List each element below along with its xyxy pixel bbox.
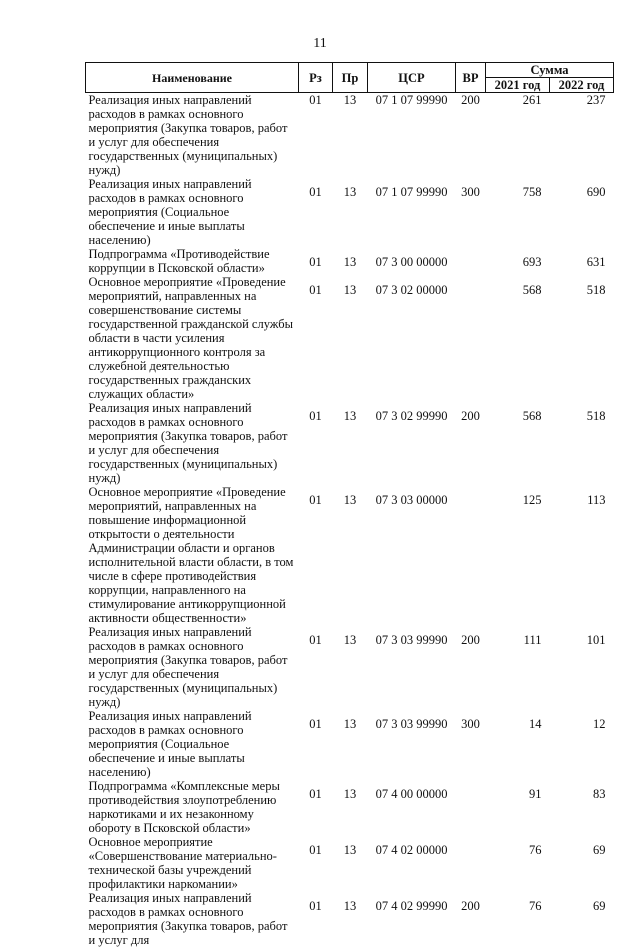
row-name: Подпрограмма «Противодействие коррупции в Псковской области» bbox=[88, 247, 270, 275]
row-csr: 07 3 03 99990 bbox=[375, 717, 448, 731]
row-sum-2021: 693 bbox=[522, 255, 542, 269]
row-pr: 13 bbox=[343, 493, 357, 507]
row-vr: 200 bbox=[461, 633, 480, 647]
row-name: Реализация иных направлений расходов в рамках основного мероприятия (Закупка товаров, работ и услуг для bbox=[88, 891, 288, 947]
row-pr: 13 bbox=[343, 843, 357, 857]
row-vr: 200 bbox=[461, 93, 480, 107]
row-csr: 07 3 02 99990 bbox=[375, 409, 448, 423]
table-row bbox=[86, 177, 614, 247]
header-year-2021: 2021 год bbox=[486, 78, 550, 93]
row-sum-2022: 69 bbox=[593, 843, 606, 857]
row-sum-2022: 113 bbox=[587, 493, 606, 507]
row-name: Основное мероприятие «Проведение мероприятий, направленных на совершенствование системы государственной гражданской службы области в части усиления антикоррупционного контроля за служебной деятельностью государственных гражданских служащих области» bbox=[88, 275, 294, 401]
row-rz: 01 bbox=[309, 283, 322, 297]
row-sum-2022: 690 bbox=[586, 185, 606, 199]
table-row bbox=[86, 709, 614, 779]
row-csr: 07 4 02 99990 bbox=[375, 899, 448, 913]
row-vr bbox=[456, 485, 486, 625]
row-sum-2022: 631 bbox=[586, 255, 606, 269]
table-row bbox=[86, 275, 614, 401]
row-sum-2022: 83 bbox=[593, 787, 606, 801]
row-name: Реализация иных направлений расходов в рамках основного мероприятия (Закупка товаров, работ и услуг для обеспечения государственных (муниципальных) нужд) bbox=[88, 625, 288, 709]
row-csr: 07 3 03 99990 bbox=[375, 633, 448, 647]
row-sum-2022: 101 bbox=[586, 633, 606, 647]
row-name: Реализация иных направлений расходов в рамках основного мероприятия (Закупка товаров, работ и услуг для обеспечения государственных (муниципальных) нужд) bbox=[88, 93, 288, 177]
row-name: Основное мероприятие «Совершенствование материально-технической базы учреждений профилактики наркомании» bbox=[88, 835, 277, 891]
row-sum-2021: 76 bbox=[529, 843, 542, 857]
row-pr: 13 bbox=[343, 185, 357, 199]
row-csr: 07 3 03 00000 bbox=[375, 493, 448, 507]
budget-table bbox=[85, 62, 614, 947]
row-rz: 01 bbox=[309, 409, 322, 423]
row-rz: 01 bbox=[309, 93, 322, 107]
row-rz: 01 bbox=[309, 717, 322, 731]
row-vr bbox=[456, 247, 486, 275]
row-csr: 07 1 07 99990 bbox=[375, 185, 448, 199]
row-sum-2021: 758 bbox=[522, 185, 542, 199]
row-rz: 01 bbox=[309, 899, 322, 913]
row-name: Реализация иных направлений расходов в рамках основного мероприятия (Социальное обеспечение и иные выплаты населению) bbox=[88, 177, 252, 247]
table-row bbox=[86, 891, 614, 947]
row-pr: 13 bbox=[343, 633, 357, 647]
row-pr: 13 bbox=[343, 283, 357, 297]
row-sum-2022: 69 bbox=[593, 899, 606, 913]
header-name: Наименование bbox=[86, 63, 299, 93]
row-rz: 01 bbox=[309, 185, 322, 199]
row-name: Реализация иных направлений расходов в рамках основного мероприятия (Социальное обеспечение и иные выплаты населению) bbox=[88, 709, 252, 779]
row-vr: 200 bbox=[461, 899, 480, 913]
row-sum-2021: 568 bbox=[522, 409, 542, 423]
row-csr: 07 1 07 99990 bbox=[375, 93, 448, 107]
row-vr: 300 bbox=[461, 717, 480, 731]
row-sum-2022: 12 bbox=[593, 717, 606, 731]
row-sum-2022: 518 bbox=[586, 283, 606, 297]
row-sum-2022: 518 bbox=[586, 409, 606, 423]
header-rz: Рз bbox=[299, 63, 333, 93]
row-csr: 07 4 00 00000 bbox=[375, 787, 448, 801]
row-vr bbox=[456, 835, 486, 891]
row-vr bbox=[456, 779, 486, 835]
row-vr: 300 bbox=[461, 185, 480, 199]
row-sum-2021: 111 bbox=[523, 633, 542, 647]
row-name: Реализация иных направлений расходов в рамках основного мероприятия (Закупка товаров, работ и услуг для обеспечения государственных (муниципальных) нужд) bbox=[88, 401, 288, 485]
header-vr: ВР bbox=[456, 63, 486, 93]
row-sum-2021: 568 bbox=[522, 283, 542, 297]
row-rz: 01 bbox=[309, 255, 322, 269]
table-row bbox=[86, 401, 614, 485]
row-pr: 13 bbox=[343, 93, 357, 107]
row-csr: 07 3 00 00000 bbox=[375, 255, 448, 269]
row-sum-2022: 237 bbox=[586, 93, 606, 107]
row-csr: 07 3 02 00000 bbox=[375, 283, 448, 297]
row-csr: 07 4 02 00000 bbox=[375, 843, 448, 857]
table-row bbox=[86, 779, 614, 835]
row-pr: 13 bbox=[343, 787, 357, 801]
header-pr: Пр bbox=[333, 63, 368, 93]
row-sum-2021: 14 bbox=[529, 717, 542, 731]
row-sum-2021: 91 bbox=[529, 787, 542, 801]
row-rz: 01 bbox=[309, 493, 322, 507]
row-rz: 01 bbox=[309, 633, 322, 647]
row-sum-2021: 261 bbox=[522, 93, 542, 107]
row-pr: 13 bbox=[343, 717, 357, 731]
row-rz: 01 bbox=[309, 787, 322, 801]
row-rz: 01 bbox=[309, 843, 322, 857]
row-name: Основное мероприятие «Проведение мероприятий, направленных на повышение информационной открытости о деятельности Администрации области и органов исполнительной власти области, в том числе в сфере противодействия коррупции, направленного на стимулирование антикоррупционной активности общественности» bbox=[88, 485, 294, 625]
row-pr: 13 bbox=[343, 899, 357, 913]
row-vr bbox=[456, 275, 486, 401]
row-pr: 13 bbox=[343, 409, 357, 423]
row-pr: 13 bbox=[343, 255, 357, 269]
row-sum-2021: 76 bbox=[529, 899, 542, 913]
table-row bbox=[86, 247, 614, 275]
row-vr: 200 bbox=[461, 409, 480, 423]
table-row bbox=[86, 625, 614, 709]
row-sum-2021: 125 bbox=[522, 493, 542, 507]
page-number: 11 bbox=[313, 36, 327, 51]
row-name: Подпрограмма «Комплексные меры противодействия злоупотреблению наркотиками и их незаконному обороту в Псковской области» bbox=[88, 779, 280, 835]
header-sum: Сумма bbox=[486, 63, 614, 78]
table-row bbox=[86, 835, 614, 891]
header-csr: ЦСР bbox=[368, 63, 456, 93]
header-year-2022: 2022 год bbox=[550, 78, 614, 93]
table-row bbox=[86, 93, 614, 178]
table-row bbox=[86, 485, 614, 625]
